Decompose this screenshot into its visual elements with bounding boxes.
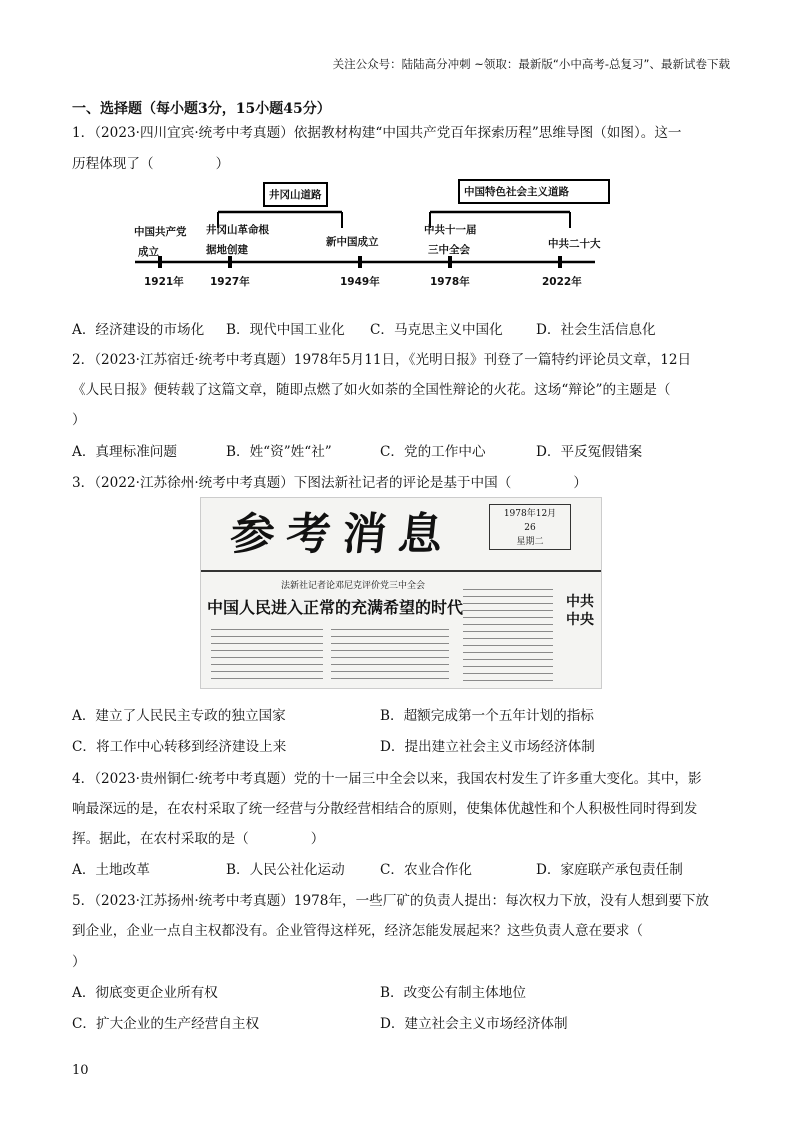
q1-option-a: A．经济建设的市场化 bbox=[72, 322, 205, 338]
label-base-1: 井冈山革命根 bbox=[206, 224, 269, 236]
label-prc-founded: 新中国成立 bbox=[326, 236, 379, 248]
newspaper-headline: 中国人民进入正常的充满希望的时代 bbox=[207, 598, 464, 617]
q1-option-d: D．社会生活信息化 bbox=[536, 322, 656, 338]
q5-stem-line2: 到企业，企业一点自主权都没有。企业管得这样死，经济怎能发展起来？这些负责人意在要求（ bbox=[72, 923, 643, 939]
q2-option-d: D．平反冤假错案 bbox=[536, 444, 643, 460]
newspaper-column bbox=[463, 586, 553, 684]
year-2022: 2022年 bbox=[542, 276, 582, 288]
newspaper-column bbox=[211, 626, 323, 684]
q2-option-b: B．姓“资”姓“社” bbox=[226, 444, 332, 460]
newspaper-subhead: 法新社记者论邓尼克评价党三中全会 bbox=[281, 581, 426, 591]
q2-stem-line1: 2．（2023·江苏宿迁·统考中考真题）1978年5月11日，《光明日报》刊登了一篇特约评论员文章，12日 bbox=[72, 352, 692, 368]
q5-stem-line3: ） bbox=[72, 954, 86, 970]
q2-stem-line3: ） bbox=[72, 412, 86, 428]
label-plenum-2: 三中全会 bbox=[428, 244, 470, 256]
box-jinggangshan-road: 井冈山道路 bbox=[263, 182, 328, 207]
q3-option-c: C．将工作中心转移到经济建设上来 bbox=[72, 739, 287, 755]
newspaper-date-box: 1978年12月 26 星期二 bbox=[489, 504, 571, 550]
newspaper-side-title: 中共中央 bbox=[566, 594, 594, 628]
newspaper-column bbox=[331, 626, 449, 684]
year-1921: 1921年 bbox=[144, 276, 184, 288]
q1-stem-line1: 1．（2023·四川宜宾·统考中考真题）依据教材构建“中国共产党百年探索历程”思维导图（如图）。这一 bbox=[72, 125, 682, 141]
q3-option-a: A．建立了人民民主专政的独立国家 bbox=[72, 708, 286, 724]
q4-stem-line2: 响最深远的是，在农村采取了统一经营与分散经营相结合的原则，使集体优越性和个人积极性同时得到发 bbox=[72, 801, 698, 817]
label-plenum-1: 中共十一届 bbox=[424, 224, 477, 236]
year-1927: 1927年 bbox=[210, 276, 250, 288]
q5-stem-line1: 5．（2023·江苏扬州·统考中考真题）1978年，一些厂矿的负责人提出：每次权力下放，没有人想到要下放 bbox=[72, 893, 710, 909]
q1-option-c: C．马克思主义中国化 bbox=[370, 322, 503, 338]
label-cpc-founded-2: 成立 bbox=[138, 246, 159, 258]
q4-option-b: B．人民公社化运动 bbox=[226, 862, 345, 878]
box-socialism-road: 中国特色社会主义道路 bbox=[458, 179, 610, 204]
page-number: 10 bbox=[72, 1063, 89, 1078]
label-cpc-founded-1: 中国共产党 bbox=[134, 226, 187, 238]
q1-option-b: B．现代中国工业化 bbox=[226, 322, 345, 338]
q2-option-a: A．真理标准问题 bbox=[72, 444, 177, 460]
year-1978: 1978年 bbox=[430, 276, 470, 288]
q5-option-c: C．扩大企业的生产经营自主权 bbox=[72, 1016, 260, 1032]
newspaper-image bbox=[200, 497, 602, 689]
q3-option-d: D．提出建立社会主义市场经济体制 bbox=[380, 739, 595, 755]
q4-option-a: A．土地改革 bbox=[72, 862, 150, 878]
newspaper-masthead: 参考消息 bbox=[227, 509, 458, 560]
q2-stem-line2: 《人民日报》便转载了这篇文章，随即点燃了如火如荼的全国性辩论的火花。这场“辩论”的主题是（ bbox=[72, 382, 671, 398]
q4-option-c: C．农业合作化 bbox=[380, 862, 472, 878]
q1-stem-line2: 历程体现了（ ） bbox=[72, 156, 230, 172]
q4-stem-line1: 4．（2023·贵州铜仁·统考中考真题）党的十一届三中全会以来，我国农村发生了许多重大变化。其中，影 bbox=[72, 771, 702, 787]
q3-stem: 3．（2022·江苏徐州·统考中考真题）下图法新社记者的评论是基于中国（ ） bbox=[72, 475, 587, 491]
q2-option-c: C．党的工作中心 bbox=[380, 444, 486, 460]
year-1949: 1949年 bbox=[340, 276, 380, 288]
q5-option-a: A．彻底变更企业所有权 bbox=[72, 985, 218, 1001]
q4-stem-line3: 挥。据此，在农村采取的是（ ） bbox=[72, 831, 325, 847]
label-20th-congress: 中共二十大 bbox=[548, 238, 601, 250]
newspaper-rule bbox=[201, 570, 601, 572]
label-base-2: 据地创建 bbox=[206, 244, 248, 256]
q5-option-d: D．建立社会主义市场经济体制 bbox=[380, 1016, 568, 1032]
q4-option-d: D．家庭联产承包责任制 bbox=[536, 862, 683, 878]
page-header: 关注公众号：陆陆高分冲刺 ~领取：最新版“小中高考-总复习”、最新试卷下载 bbox=[332, 57, 730, 71]
q3-option-b: B．超额完成第一个五年计划的指标 bbox=[380, 708, 594, 724]
section-title: 一、选择题（每小题3分，15小题45分） bbox=[72, 101, 331, 117]
mind-map-diagram bbox=[130, 180, 610, 290]
q5-option-b: B．改变公有制主体地位 bbox=[380, 985, 526, 1001]
